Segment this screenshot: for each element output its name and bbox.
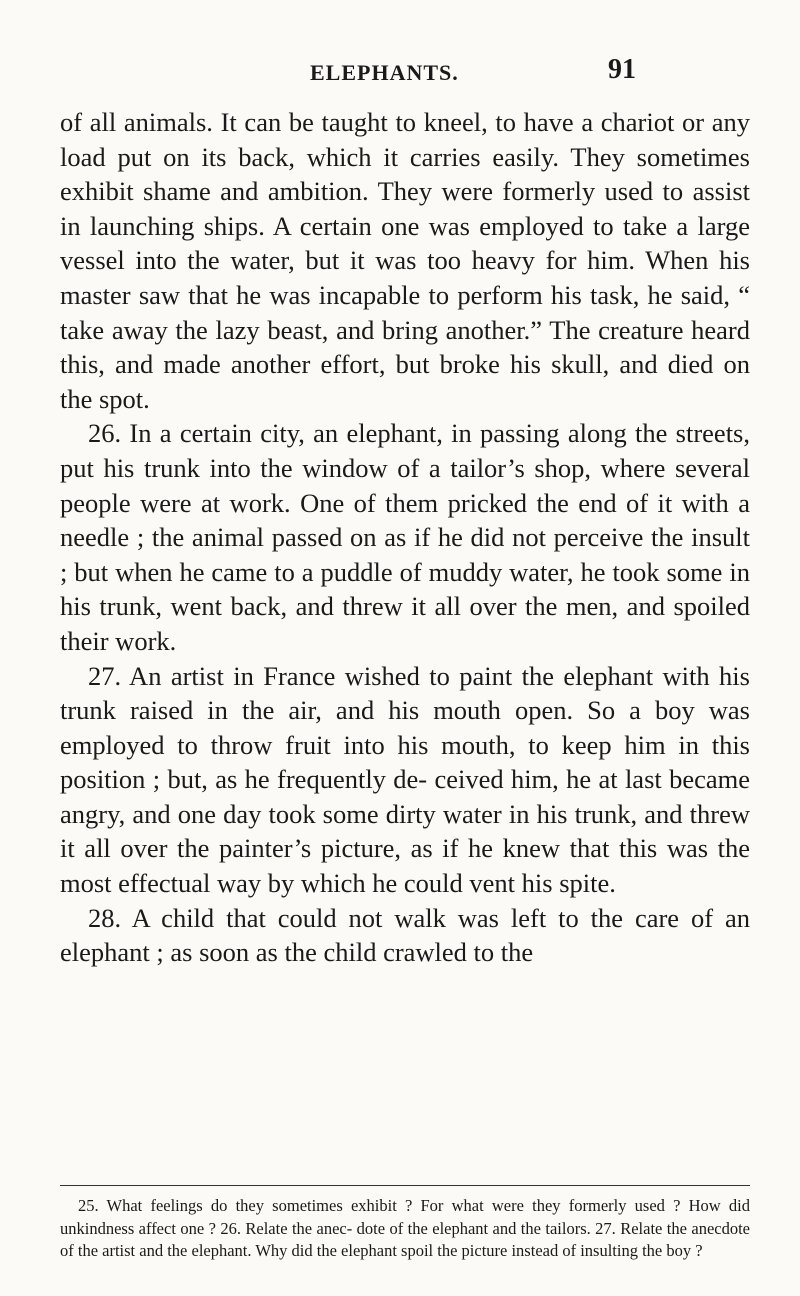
page-header (0, 50, 800, 90)
page-number: 91 (608, 54, 636, 85)
footnote-divider (60, 1185, 750, 1186)
footnote-text: 25. What feelings do they sometimes exhibit ? For what were they formerly used ? How did unkindness affect one ? 26. Relate the anec- dote of the elephant and the tailors. 27. Relate the anecdote of the artist and the elephant. Why did the elephant spoil the picture instead of insulting the boy ? (60, 1196, 750, 1260)
paragraph-28: 28. A child that could not walk was left to the care of an elephant ; as soon as the child crawled to the (60, 902, 750, 968)
main-text (60, 105, 750, 970)
study-questions (60, 1195, 750, 1263)
paragraph-26: 26. In a certain city, an elephant, in passing along the streets, put his trunk into the window of a tailor’s shop, where several people were at work. One of them pricked the end of it with a needle ; the animal passed on as if he did not perceive the insult ; but when he came to a puddle of muddy water, he took some in his trunk, went back, and threw it all over the men, and spoiled their work. (60, 418, 750, 656)
paragraph-continued: of all animals. It can be taught to kneel, to have a chariot or any load put on its back, which it carries easily. They sometimes exhibit shame and ambition. They were formerly used to assist in launching ships. A certain one was employed to take a large vessel into the water, but it was too heavy for him. When his master saw that he was incapable to perform his task, he said, “ take away the lazy beast, and bring another.” The creature heard this, and made another effort, but broke his skull, and died on the spot. (60, 107, 750, 414)
running-head: ELEPHANTS. (310, 60, 459, 85)
paragraph-27: 27. An artist in France wished to paint the elephant with his trunk raised in the air, and his mouth open. So a boy was employed to throw fruit into his mouth, to keep him in this position ; but, as he frequently de- ceived him, he at last became angry, and one day took some dirty water in his trunk, and threw it all over the painter’s picture, as if he knew that this was the most effectual way by which he could vent his spite. (60, 660, 750, 899)
